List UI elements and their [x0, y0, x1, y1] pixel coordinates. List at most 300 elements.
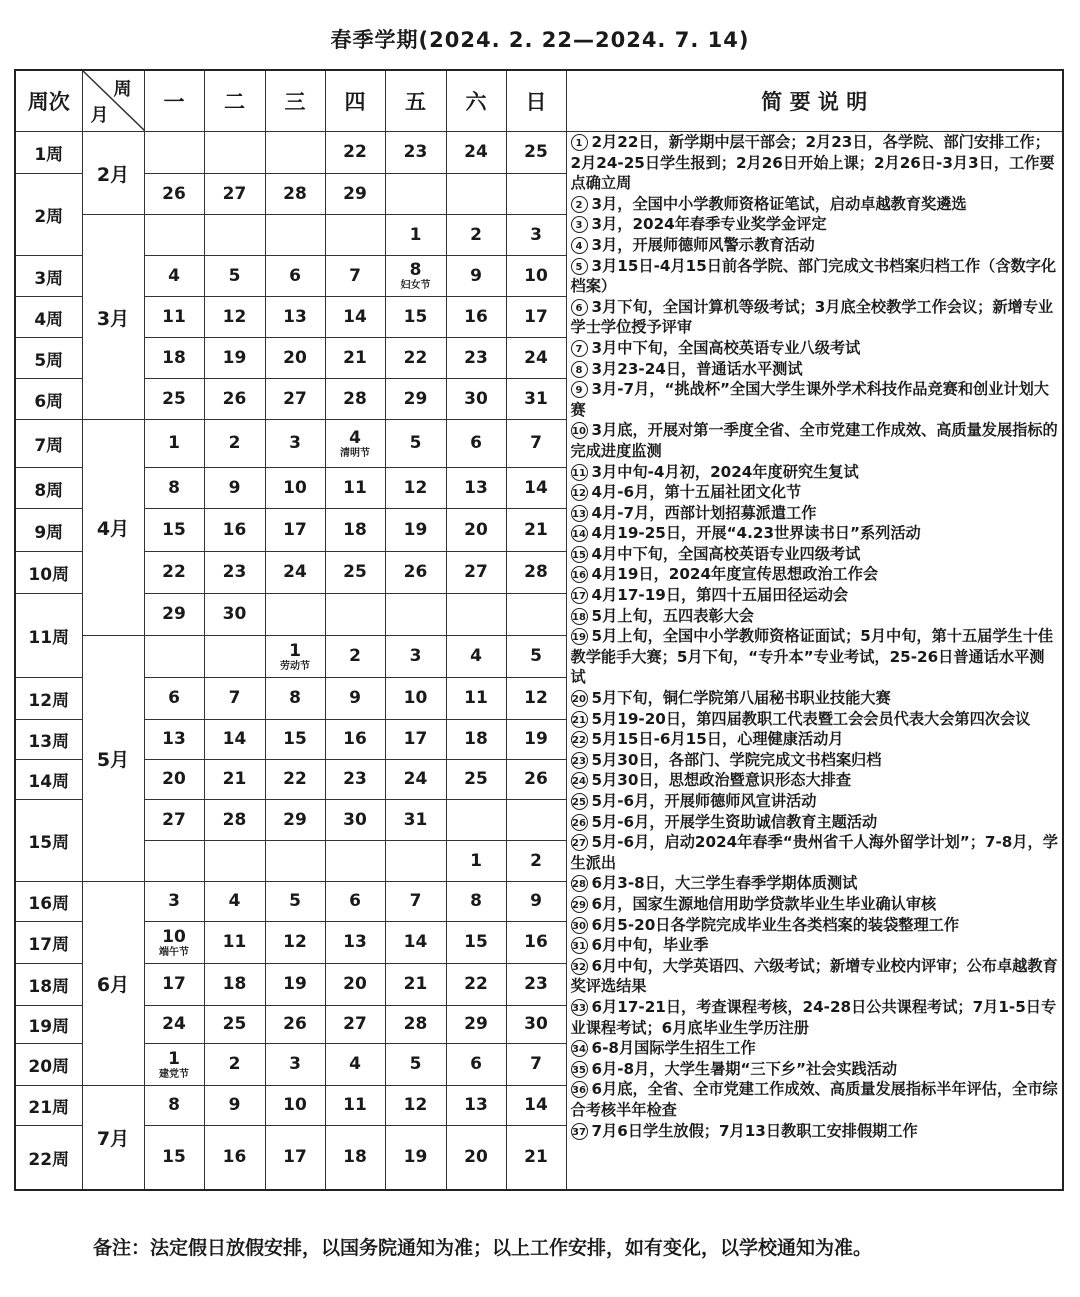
day-cell [506, 636, 566, 678]
day-cell [144, 509, 204, 552]
day-cell [144, 338, 204, 379]
day-cell [385, 841, 446, 882]
day-cell [144, 256, 204, 297]
note-number: 21 [571, 711, 588, 728]
note-text: 6月17-21日，考查课程考核，24-28日公共课程考试；7月1-5日专业课程考试；6月底毕业生学历注册 [570, 997, 1057, 1037]
notes-cell [566, 132, 1063, 1190]
day-number: 11 [343, 1095, 367, 1115]
day-cell [385, 256, 446, 297]
remark-note: 备注：法定假日放假安排，以国务院通知为准；以上工作安排，如有变化，以学校通知为准。 [93, 1237, 873, 1259]
day-cell [325, 256, 385, 297]
day-number: 26 [403, 562, 428, 582]
day-cell [325, 1126, 385, 1190]
day-number: 25 [162, 388, 186, 409]
day-cell [506, 841, 566, 882]
day-cell [506, 922, 566, 964]
day-cell [265, 215, 325, 256]
day-cell [385, 964, 446, 1006]
day-number: 14 [222, 729, 247, 749]
weekday-header: 五 [385, 70, 446, 132]
note-number: 20 [571, 690, 588, 707]
day-cell [325, 1086, 385, 1126]
corner-week-label: 周 [113, 79, 132, 100]
day-cell [446, 841, 506, 882]
week-label: 1周 [15, 132, 82, 174]
day-cell [506, 338, 566, 379]
week-label: 20周 [15, 1044, 82, 1086]
day-cell [265, 509, 325, 552]
day-cell [385, 678, 446, 720]
day-number: 7 [409, 891, 422, 911]
day-number: 23 [524, 974, 548, 994]
holiday-label: 建党节 [159, 1068, 189, 1080]
day-number: 7 [530, 1054, 542, 1074]
day-number: 18 [222, 974, 247, 994]
note-text: 4月19日，2024年度宣传思想政治工作会 [591, 565, 879, 584]
day-cell [506, 964, 566, 1006]
note-text: 5月-6月，开展师德师风宣讲活动 [591, 792, 817, 810]
day-number: 13 [464, 477, 488, 498]
day-cell [506, 509, 566, 552]
note-item [571, 482, 1059, 503]
day-cell [144, 678, 204, 720]
day-cell [506, 760, 566, 800]
day-cell [325, 841, 385, 882]
day-number: 15 [464, 932, 488, 952]
day-number: 1 [168, 433, 180, 453]
note-item [571, 894, 1059, 915]
day-cell [385, 922, 446, 964]
day-number: 1 [168, 1048, 180, 1069]
day-number: 10 [162, 926, 186, 947]
note-item [571, 420, 1059, 461]
note-number: 10 [571, 422, 588, 439]
day-number: 6 [470, 1054, 482, 1074]
day-number: 22 [403, 347, 428, 368]
day-number: 13 [343, 932, 367, 952]
day-cell [506, 256, 566, 297]
note-number: 25 [571, 793, 588, 810]
month-label: 5月 [82, 636, 144, 882]
day-number: 22 [162, 562, 186, 582]
day-cell [204, 379, 265, 420]
day-cell [325, 297, 385, 338]
day-cell [446, 922, 506, 964]
day-cell [446, 468, 506, 509]
corner-month-label: 月 [90, 105, 109, 126]
day-number: 19 [222, 347, 247, 368]
day-cell [204, 1086, 265, 1126]
day-number: 5 [530, 646, 542, 666]
day-number: 6 [289, 265, 301, 286]
day-number: 11 [222, 932, 247, 952]
note-text: 6月3-8日，大三学生春季学期体质测试 [591, 874, 858, 893]
day-cell [265, 922, 325, 964]
note-number: 32 [571, 958, 588, 975]
note-number: 7 [571, 340, 588, 357]
day-number: 2 [530, 850, 542, 871]
notes-list [567, 132, 1063, 1141]
day-cell [385, 215, 446, 256]
day-number: 12 [403, 1095, 428, 1115]
note-item [571, 770, 1059, 791]
note-number: 37 [571, 1123, 588, 1140]
note-number: 4 [571, 237, 588, 254]
day-cell [446, 594, 506, 636]
note-number: 16 [571, 566, 588, 583]
day-number: 4 [349, 427, 361, 448]
day-cell [506, 882, 566, 922]
note-number: 30 [571, 917, 588, 934]
day-cell [144, 841, 204, 882]
day-cell [204, 256, 265, 297]
week-label: 21周 [15, 1086, 82, 1126]
day-cell [204, 594, 265, 636]
holiday-label: 清明节 [340, 447, 370, 459]
day-number: 20 [464, 519, 488, 540]
day-cell [144, 882, 204, 922]
week-label: 3周 [15, 256, 82, 297]
day-number: 25 [464, 769, 488, 789]
day-cell [446, 552, 506, 594]
day-cell [385, 800, 446, 841]
day-cell [265, 1006, 325, 1044]
note-text: 3月，2024年春季专业奖学金评定 [591, 215, 827, 234]
note-text: 5月15日-6月15日，心理健康活动月 [591, 730, 844, 749]
note-number: 22 [571, 731, 588, 748]
day-cell [446, 760, 506, 800]
day-number: 16 [524, 932, 548, 952]
note-item [571, 750, 1059, 771]
day-cell [506, 1044, 566, 1086]
day-cell [325, 882, 385, 922]
day-cell [446, 338, 506, 379]
day-number: 12 [524, 688, 548, 708]
day-cell [204, 678, 265, 720]
note-text: 5月上旬，全国中小学教师资格证面试；5月中旬，第十五届学生十佳教学能手大赛；5月下旬，“专升本”专业考试，25-26日普通话水平测试 [570, 627, 1054, 687]
day-cell [446, 174, 506, 215]
day-cell [446, 800, 506, 841]
day-number: 12 [222, 306, 247, 327]
day-number: 28 [403, 1014, 428, 1034]
corner-header [82, 70, 144, 132]
day-cell [325, 800, 385, 841]
day-number: 10 [283, 1095, 307, 1115]
day-number: 23 [464, 347, 488, 368]
note-item [571, 1079, 1059, 1120]
day-cell [204, 720, 265, 760]
day-cell [204, 841, 265, 882]
day-cell [265, 1044, 325, 1086]
holiday-label: 妇女节 [400, 280, 431, 291]
day-number: 18 [343, 519, 367, 540]
day-cell [385, 594, 446, 636]
day-cell [265, 720, 325, 760]
day-number: 27 [222, 183, 247, 204]
week-label: 17周 [15, 922, 82, 964]
day-number: 25 [343, 562, 367, 582]
note-item [571, 214, 1059, 235]
note-text: 4月-7月，西部计划招募派遣工作 [591, 503, 817, 522]
day-cell [506, 720, 566, 760]
note-text: 4月-6月，第十五届社团文化节 [591, 483, 802, 502]
day-cell [265, 468, 325, 509]
day-cell [144, 636, 204, 678]
day-cell [265, 841, 325, 882]
day-number: 13 [283, 306, 307, 327]
day-number: 15 [162, 1146, 186, 1167]
day-cell [506, 678, 566, 720]
day-number: 30 [343, 809, 367, 830]
note-text: 3月，开展师德师风警示教育活动 [591, 235, 815, 254]
note-text: 3月下旬，全国计算机等级考试；3月底全校教学工作会议；新增专业学士学位授予评审 [570, 297, 1054, 337]
day-cell [144, 420, 204, 468]
day-cell [325, 338, 385, 379]
day-number: 30 [524, 1014, 548, 1034]
day-number: 8 [409, 260, 422, 280]
day-number: 20 [464, 1146, 488, 1167]
day-number: 22 [464, 974, 488, 994]
calendar-row [15, 132, 1063, 174]
note-text: 5月30日，思想政治暨意识形态大排查 [591, 771, 852, 790]
day-cell [325, 552, 385, 594]
note-number: 3 [571, 216, 588, 233]
day-number: 8 [168, 1095, 180, 1115]
day-cell [265, 882, 325, 922]
day-number: 10 [283, 477, 307, 498]
day-cell [385, 552, 446, 594]
day-cell [204, 509, 265, 552]
day-cell [144, 720, 204, 760]
week-label: 19周 [15, 1006, 82, 1044]
day-cell [144, 922, 204, 964]
day-cell [446, 1006, 506, 1044]
day-number: 29 [283, 809, 307, 830]
note-item [571, 132, 1059, 194]
note-text: 3月中旬-4月初，2024年度研究生复试 [591, 462, 859, 481]
day-cell [325, 379, 385, 420]
day-number: 27 [283, 388, 307, 409]
note-text: 3月底，开展对第一季度全省、全市党建工作成效、高质量发展指标的完成进度监测 [570, 421, 1058, 460]
note-text: 5月30日，各部门、学院完成文书档案归档 [591, 750, 882, 769]
day-number: 21 [524, 1146, 548, 1167]
day-number: 4 [349, 1054, 361, 1074]
week-label: 7周 [15, 420, 82, 468]
day-cell [446, 678, 506, 720]
day-number: 3 [289, 433, 301, 453]
day-number: 16 [222, 519, 247, 540]
day-number: 2 [349, 646, 361, 666]
day-cell [204, 922, 265, 964]
note-item [571, 791, 1059, 812]
note-item [571, 256, 1059, 297]
day-cell [325, 1044, 385, 1086]
note-item [571, 709, 1059, 730]
day-cell [446, 1086, 506, 1126]
day-cell [144, 379, 204, 420]
day-cell [265, 964, 325, 1006]
note-number: 17 [571, 587, 588, 604]
day-cell [265, 420, 325, 468]
note-item [571, 503, 1059, 524]
day-number: 28 [524, 562, 548, 582]
day-cell [385, 132, 446, 174]
note-number: 15 [571, 546, 588, 563]
day-number: 1 [289, 640, 301, 661]
day-cell [446, 720, 506, 760]
day-number: 6 [470, 433, 482, 453]
day-cell [506, 1006, 566, 1044]
day-cell [204, 338, 265, 379]
week-label: 9周 [15, 509, 82, 552]
day-cell [144, 1126, 204, 1190]
day-cell [446, 882, 506, 922]
day-cell [385, 468, 446, 509]
day-number: 21 [524, 519, 548, 540]
note-item [571, 1121, 1059, 1142]
day-cell [325, 132, 385, 174]
day-number: 18 [343, 1146, 367, 1167]
note-item [571, 544, 1059, 565]
day-cell [144, 594, 204, 636]
day-number: 14 [524, 477, 548, 498]
day-cell [506, 420, 566, 468]
note-number: 28 [571, 875, 588, 892]
day-cell [204, 1126, 265, 1190]
day-number: 3 [530, 224, 542, 245]
note-item [571, 688, 1059, 709]
weekday-header: 二 [204, 70, 265, 132]
day-cell [325, 922, 385, 964]
day-number: 11 [464, 688, 488, 708]
month-label: 3月 [82, 215, 144, 420]
note-item [571, 462, 1059, 483]
month-label: 6月 [82, 882, 144, 1086]
week-label: 4周 [15, 297, 82, 338]
day-number: 4 [168, 265, 180, 286]
day-cell [385, 1086, 446, 1126]
note-item [571, 832, 1059, 873]
note-item [571, 1059, 1059, 1080]
day-number: 31 [524, 388, 548, 409]
day-number: 20 [283, 347, 307, 368]
day-cell [204, 1044, 265, 1086]
day-cell [144, 174, 204, 215]
note-text: 6月5-20日各学院完成毕业生各类档案的装袋整理工作 [591, 915, 960, 934]
note-item [571, 935, 1059, 956]
day-cell [385, 1126, 446, 1190]
note-item [571, 359, 1059, 380]
day-cell [204, 964, 265, 1006]
month-label: 2月 [82, 132, 144, 215]
day-cell [144, 215, 204, 256]
day-cell [385, 174, 446, 215]
day-cell [325, 760, 385, 800]
week-label: 14周 [15, 760, 82, 800]
day-number: 6 [349, 891, 361, 911]
day-number: 14 [403, 932, 428, 952]
day-number: 14 [524, 1095, 548, 1115]
day-number: 17 [524, 306, 548, 327]
day-cell [385, 636, 446, 678]
note-text: 7月6日学生放假；7月13日教职工安排假期工作 [591, 1121, 918, 1140]
week-label: 13周 [15, 720, 82, 760]
note-text: 6月中旬，毕业季 [591, 936, 709, 955]
day-cell [325, 964, 385, 1006]
day-cell [204, 420, 265, 468]
day-cell [325, 1006, 385, 1044]
day-cell [265, 256, 325, 297]
day-number: 24 [464, 142, 488, 162]
day-number: 2 [228, 1054, 241, 1074]
day-number: 8 [289, 688, 301, 708]
note-text: 3月15日-4月15日前各学院、部门完成文书档案归档工作（含数字化档案） [570, 256, 1057, 296]
note-number: 35 [571, 1061, 588, 1078]
day-number: 2 [470, 224, 482, 245]
day-number: 26 [222, 388, 247, 409]
day-number: 3 [168, 891, 180, 911]
day-number: 2 [228, 433, 241, 453]
week-label: 12周 [15, 678, 82, 720]
day-cell [385, 720, 446, 760]
day-cell [506, 379, 566, 420]
day-cell [446, 1126, 506, 1190]
day-number: 8 [168, 477, 180, 498]
note-text: 5月-6月，启动2024年春季“贵州省千人海外留学计划”；7-8月，学生派出 [570, 833, 1058, 872]
day-number: 21 [343, 347, 367, 368]
day-number: 1 [409, 224, 422, 245]
day-cell [446, 215, 506, 256]
note-text: 2月22日，新学期中层干部会；2月23日，各学院、部门安排工作；2月24-25日学生报到；2月26日开始上课；2月26日-3月3日，工作要点确立周 [570, 133, 1055, 193]
note-number: 19 [571, 628, 588, 645]
note-item [571, 523, 1059, 544]
note-text: 6月底，全省、全市党建工作成效、高质量发展指标半年评估，全市综合考核半年检查 [570, 1080, 1058, 1119]
day-cell [265, 760, 325, 800]
day-number: 16 [464, 306, 488, 327]
day-cell [144, 1086, 204, 1126]
day-cell [265, 1086, 325, 1126]
week-label: 2周 [15, 174, 82, 256]
day-cell [385, 509, 446, 552]
day-cell [506, 215, 566, 256]
note-item [571, 338, 1059, 359]
day-number: 7 [349, 265, 361, 286]
day-cell [265, 1126, 325, 1190]
day-cell [204, 1006, 265, 1044]
day-cell [385, 338, 446, 379]
note-number: 2 [571, 196, 588, 213]
day-number: 4 [470, 646, 482, 666]
note-item [571, 956, 1059, 997]
day-cell [506, 552, 566, 594]
day-cell [325, 468, 385, 509]
holiday-label: 端午节 [159, 946, 189, 958]
note-number: 12 [571, 484, 588, 501]
weekday-header: 一 [144, 70, 204, 132]
day-cell [265, 636, 325, 678]
day-cell [506, 468, 566, 509]
day-cell [144, 760, 204, 800]
day-number: 23 [222, 562, 247, 582]
note-item [571, 297, 1059, 338]
day-number: 27 [343, 1014, 367, 1034]
day-number: 28 [343, 388, 367, 409]
day-number: 23 [403, 142, 428, 162]
day-cell [144, 1044, 204, 1086]
day-cell [325, 678, 385, 720]
day-cell [446, 256, 506, 297]
day-cell [385, 420, 446, 468]
